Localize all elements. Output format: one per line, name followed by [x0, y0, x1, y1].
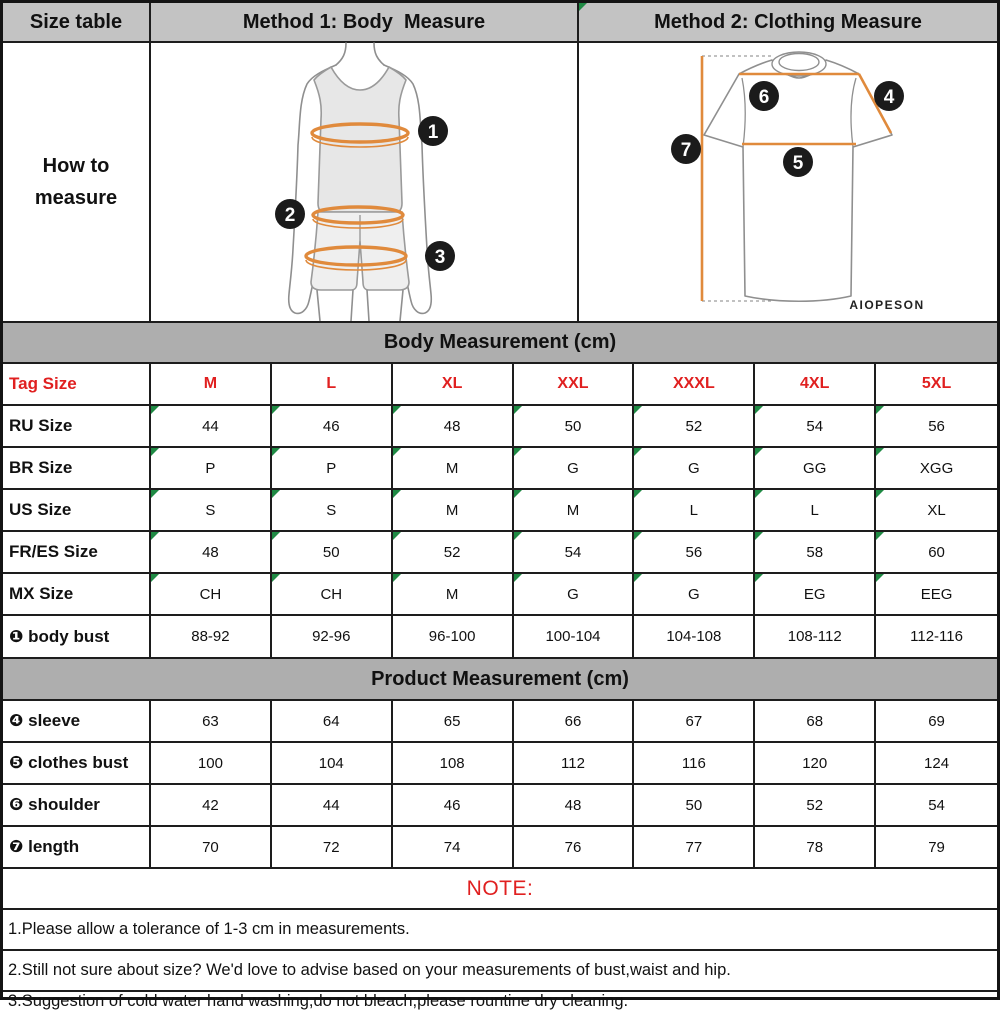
table-row-length: [3, 827, 997, 869]
size-cell: 70: [151, 827, 272, 867]
size-col-header: XL: [393, 364, 514, 404]
note-item-3: 3.Suggestion of cold water hand washing,do not bleach,please rountine dry cleaning.: [8, 992, 629, 1010]
size-cell: 100: [151, 743, 272, 783]
size-cell-flagged: G: [634, 448, 755, 488]
badge-4: 4: [883, 87, 895, 108]
table-row-body-bust: [3, 616, 997, 659]
size-cell-flagged: XL: [876, 490, 997, 530]
row-label: US Size: [3, 490, 151, 530]
top-header-row: [3, 3, 997, 43]
size-col-header: L: [272, 364, 393, 404]
size-cell-flagged: 60: [876, 532, 997, 572]
table-row-br-size: [3, 448, 997, 490]
size-cell: 88-92: [151, 616, 272, 657]
row-label: ❼ length: [3, 827, 151, 867]
size-cell-flagged: CH: [272, 574, 393, 614]
note-item-1: 1.Please allow a tolerance of 1-3 cm in measurements.: [3, 910, 997, 951]
size-cell-flagged: 50: [272, 532, 393, 572]
size-cell: 76: [514, 827, 635, 867]
size-col-header: M: [151, 364, 272, 404]
size-cell: 78: [755, 827, 876, 867]
size-cell-flagged: P: [151, 448, 272, 488]
size-cell-flagged: XGG: [876, 448, 997, 488]
size-cell-flagged: S: [151, 490, 272, 530]
illustration-row: [3, 43, 997, 323]
size-col-header: 4XL: [755, 364, 876, 404]
tag-size-label: Tag Size: [3, 364, 151, 404]
size-cell-flagged: M: [393, 574, 514, 614]
size-cell: 69: [928, 712, 945, 730]
size-cell-flagged: 56: [876, 406, 997, 446]
size-cell-flagged: 52: [393, 532, 514, 572]
size-cell-flagged: 50: [514, 406, 635, 446]
table-row-shoulder: [3, 785, 997, 827]
badge-3: 3: [434, 247, 446, 268]
table-row-us-size: [3, 490, 997, 532]
size-cell-flagged: 46: [272, 406, 393, 446]
size-col-header: XXXL: [634, 364, 755, 404]
size-cell: 65: [393, 701, 514, 741]
size-cell: 66: [514, 701, 635, 741]
size-cell: 120: [755, 743, 876, 783]
row-label: ❶ body bust: [3, 616, 151, 657]
row-label: ❹ sleeve: [3, 701, 151, 741]
size-cell-flagged: G: [634, 574, 755, 614]
size-cell-flagged: G: [514, 574, 635, 614]
row-label: RU Size: [3, 406, 151, 446]
size-cell-flagged: M: [393, 490, 514, 530]
size-cell: 42: [151, 785, 272, 825]
size-cell: 116: [634, 743, 755, 783]
size-cell-flagged: S: [272, 490, 393, 530]
size-cell: 54: [928, 796, 945, 814]
size-cell: 52: [755, 785, 876, 825]
row-label: MX Size: [3, 574, 151, 614]
row-label: ❺ clothes bust: [3, 743, 151, 783]
size-col-header: XXL: [514, 364, 635, 404]
table-row-ru-size: [3, 406, 997, 448]
size-cell-flagged: 56: [634, 532, 755, 572]
size-cell-flagged: M: [514, 490, 635, 530]
size-cell: 112-116: [910, 628, 963, 645]
method2-header: Method 2: Clothing Measure: [579, 3, 997, 41]
brand-label: AIOPESON: [849, 298, 925, 312]
size-cell-flagged: CH: [151, 574, 272, 614]
size-cell-flagged: 52: [634, 406, 755, 446]
size-cell: 100-104: [514, 616, 635, 657]
size-cell-flagged: GG: [755, 448, 876, 488]
size-cell-flagged: 58: [755, 532, 876, 572]
size-cell: 104-108: [634, 616, 755, 657]
size-cell: 48: [514, 785, 635, 825]
size-cell: 64: [272, 701, 393, 741]
size-cell-flagged: EG: [755, 574, 876, 614]
size-cell: 79: [928, 838, 945, 856]
how-to-measure-label: How to measure: [3, 43, 151, 321]
note-section-header: NOTE:: [3, 869, 997, 910]
size-table-header: Size table: [3, 3, 151, 41]
size-cell: 108: [393, 743, 514, 783]
shirt-measure-illustration: [579, 43, 997, 321]
size-cell-flagged: M: [393, 448, 514, 488]
size-cell: 96-100: [393, 616, 514, 657]
size-cell-flagged: EEG: [876, 574, 997, 614]
body-measurement-section-header: Body Measurement (cm): [3, 323, 997, 364]
size-cell: 67: [634, 701, 755, 741]
size-cell: 44: [272, 785, 393, 825]
row-label: BR Size: [3, 448, 151, 488]
note-item-2: 2.Still not sure about size? We'd love to advise based on your measurements of bust,waist and hip.: [3, 951, 997, 992]
size-cell: 74: [393, 827, 514, 867]
size-cell-flagged: 54: [755, 406, 876, 446]
size-col-header: 5XL: [921, 375, 952, 392]
size-cell-flagged: P: [272, 448, 393, 488]
table-row-mx-size: [3, 574, 997, 616]
size-cell-flagged: G: [514, 448, 635, 488]
product-measurement-section-header: Product Measurement (cm): [3, 659, 997, 701]
size-cell-flagged: 54: [514, 532, 635, 572]
size-cell-flagged: L: [755, 490, 876, 530]
size-cell: 108-112: [755, 616, 876, 657]
badge-7: 7: [680, 140, 692, 161]
size-cell: 50: [634, 785, 755, 825]
size-cell-flagged: L: [634, 490, 755, 530]
size-cell: 92-96: [272, 616, 393, 657]
size-cell: 68: [755, 701, 876, 741]
row-label: ❻ shoulder: [3, 785, 151, 825]
tag-size-row: [3, 364, 997, 406]
badge-6: 6: [758, 87, 770, 108]
tshirt-image: [577, 43, 999, 321]
table-row-sleeve: [3, 701, 997, 743]
size-cell-flagged: 48: [393, 406, 514, 446]
badge-1: 1: [427, 122, 439, 143]
size-cell: 112: [514, 743, 635, 783]
method1-header: Method 1: Body Measure: [151, 3, 579, 41]
table-row-fres-size: [3, 532, 997, 574]
body-figure-image: [150, 43, 578, 321]
size-cell-flagged: 48: [151, 532, 272, 572]
row-label: FR/ES Size: [3, 532, 151, 572]
body-measure-illustration: [151, 43, 579, 321]
badge-5: 5: [792, 153, 804, 174]
size-cell: 63: [151, 701, 272, 741]
size-cell: 77: [634, 827, 755, 867]
size-cell: 124: [924, 754, 950, 772]
size-cell: 104: [272, 743, 393, 783]
size-cell: 72: [272, 827, 393, 867]
size-cell: 46: [393, 785, 514, 825]
table-row-clothes-bust: [3, 743, 997, 785]
badge-2: 2: [284, 205, 296, 226]
size-cell-flagged: 44: [151, 406, 272, 446]
